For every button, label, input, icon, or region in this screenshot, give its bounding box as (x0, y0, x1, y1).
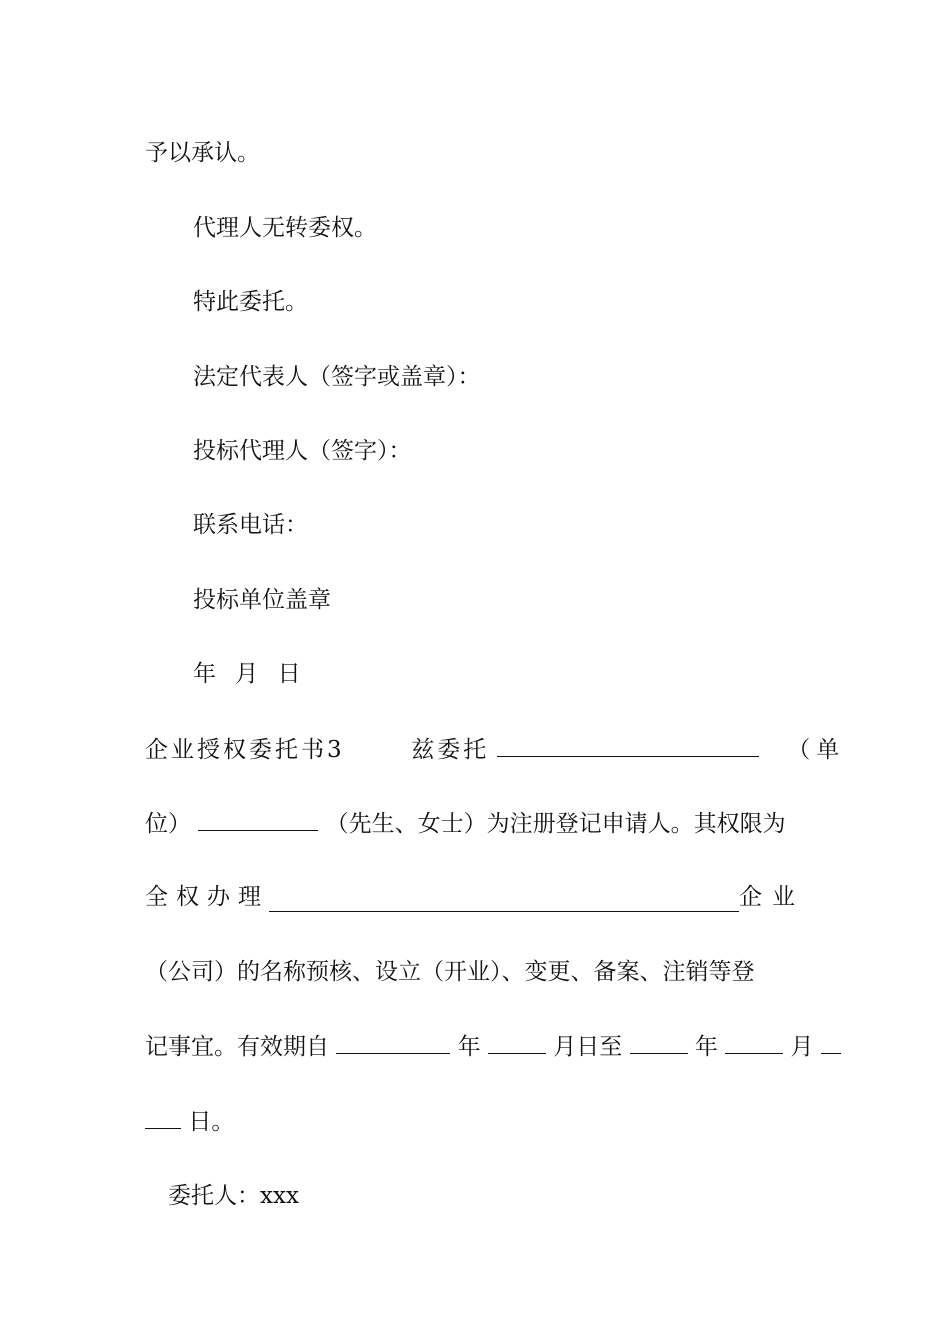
valid-from-text: 记事宜。有效期自 (145, 1034, 329, 1060)
paragraph-hereby-entrust: 特此委托。 (193, 289, 308, 315)
day-end-text: 日。 (188, 1109, 235, 1135)
start-month-blank (488, 1031, 546, 1054)
paragraph-no-subdelegation: 代理人无转委权。 (193, 215, 377, 241)
entrust-line-1 (145, 734, 846, 765)
paragraph-acknowledge: 予以承认。 (145, 140, 260, 166)
full-handle-text: 全权办理 (145, 884, 269, 910)
start-year-blank (336, 1031, 450, 1054)
section-title: 企业授权委托书3 (145, 737, 345, 763)
enterprise-name-blank (269, 889, 739, 912)
entrust-line-2 (145, 808, 805, 839)
month-day-to-text: 月日至 (553, 1034, 623, 1060)
enterprise-text: 企业 (739, 884, 805, 910)
entrust-line-6 (145, 1106, 805, 1137)
month-text-2: 月 (790, 1034, 814, 1060)
end-month-blank (725, 1031, 783, 1054)
entrust-text: 兹委托 (411, 737, 490, 763)
end-year-blank (630, 1031, 688, 1054)
legal-representative-signature-line: 法定代表人（签字或盖章）： (193, 364, 481, 390)
end-day-blank-part1 (821, 1031, 841, 1054)
bidder-seal-line: 投标单位盖章 (193, 587, 331, 613)
person-name-blank (198, 808, 318, 831)
year-text-2: 年 (694, 1034, 718, 1060)
unit-name-blank (497, 734, 759, 757)
end-day-blank-part2 (145, 1106, 181, 1129)
unit-open-text: （单 (787, 737, 846, 763)
year-text-1: 年 (457, 1034, 481, 1060)
contact-phone-line: 联系电话： (193, 512, 308, 538)
entrust-line-4: （公司）的名称预核、设立（开业）、变更、备案、注销等登 (145, 959, 755, 985)
entrust-line-5 (145, 1031, 814, 1062)
principal-line: 委托人：xxx (168, 1183, 299, 1209)
unit-close-text: 位） (145, 811, 191, 837)
entrust-line-3 (145, 882, 805, 912)
date-line: 年 月 日 (193, 661, 307, 687)
bid-agent-signature-line: 投标代理人（签字）： (193, 438, 412, 464)
person-role-text: （先生、女士）为注册登记申请人。其权限为 (325, 811, 786, 837)
